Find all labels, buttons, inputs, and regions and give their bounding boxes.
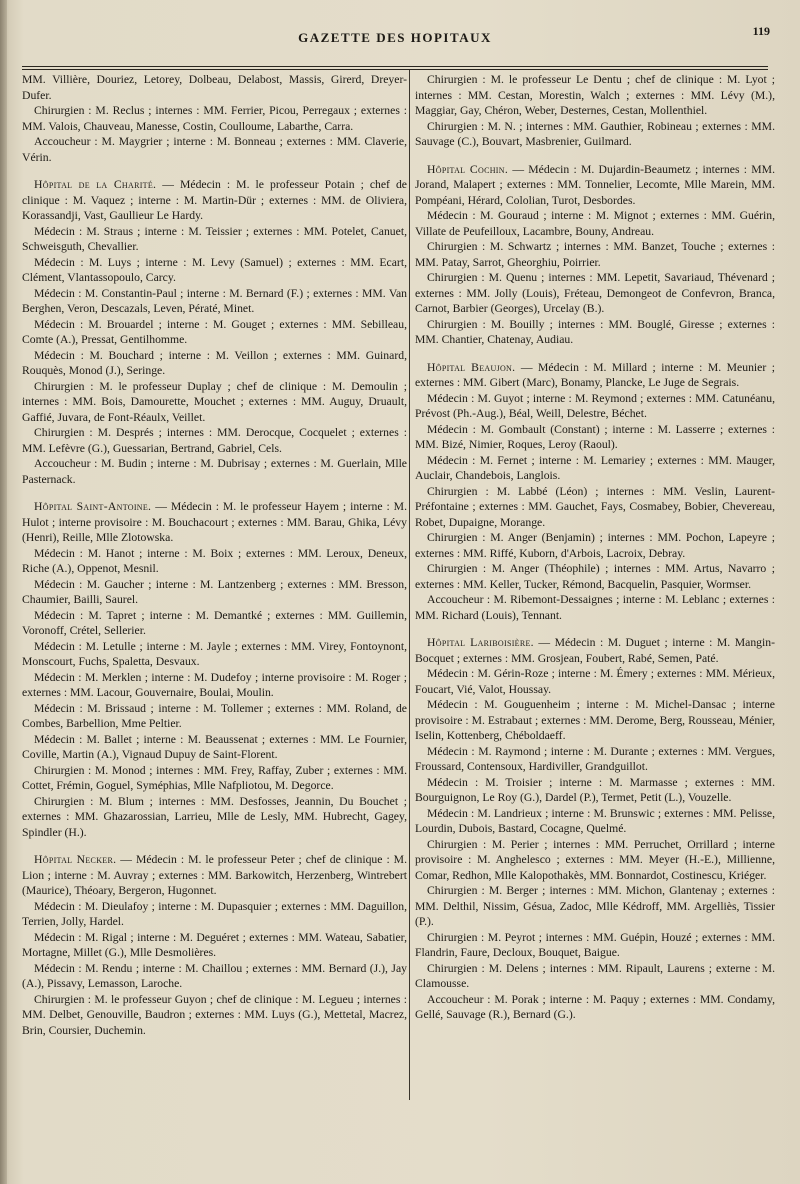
staff-entry: Médecin : M. Tapret ; interne : M. Demantké ; externes : MM. Guillemin, Voronoff, Crétel, Sellerier. [22, 608, 407, 637]
header-rule-bottom [22, 69, 768, 70]
staff-entry: Chirurgien : M. le professeur Guyon ; chef de clinique : M. Legueu ; internes : MM. Delbet, Genouville, Baudron ; externes : MM. Luys (G.), Mettetal, Macrez, Brin, Coursier, Duchemin. [22, 992, 407, 1037]
hospital-section [415, 635, 775, 666]
staff-entry: Médecin : M. Guyot ; interne : M. Reymond ; externes : MM. Catunéanu, Prévost (Ph.-Aug.), Béal, Weill, Delestre, Béchet. [415, 391, 775, 420]
staff-entry: Chirurgien : M. Perier ; internes : MM. Perruchet, Orrillard ; interne provisoire : M. Anghelesco ; externes : MM. Meyer (H.-E.), Millienne, Comar, Redhon, Mlle Kalopothakès, MM. Bonnardot, Costinescu, Kriéger. [415, 837, 775, 882]
staff-entry: Accoucheur : M. Budin ; interne : M. Dubrisay ; externes : M. Guerlain, Mlle Pasternack. [22, 457, 407, 486]
hospital-section [22, 499, 407, 546]
staff-entry: Chirurgien : M. Reclus ; internes : MM. Ferrier, Picou, Perregaux ; externes : MM. Valois, Chauveau, Manesse, Costin, Coulloume, Labarthe, Carra. [22, 104, 407, 133]
staff-entry: Chirurgien : M. Quenu ; internes : MM. Lepetit, Savariaud, Thévenard ; externes : MM. Jolly (Louis), Fréteau, Demongeot de Confevron, Branca, Carnot, Barbier (Georges), Urcelay (B.). [415, 271, 775, 315]
hospital-name: Hôpital Beaujon. [427, 360, 516, 374]
right-column [415, 72, 775, 1023]
staff-entry: Médecin : M. Straus ; interne : M. Teissier ; externes : MM. Potelet, Canuet, Schweisguth, Chevallier. [22, 224, 407, 253]
staff-entry: Chirurgien : M. N. ; internes : MM. Gauthier, Robineau ; externes : MM. Sauvage (C.), Bouvart, Masbrenier, Guilmard. [415, 119, 775, 148]
hospital-name: Hôpital de la Charité. [34, 178, 157, 191]
staff-entry: Médecin : M. Gombault (Constant) ; interne : M. Lasserre ; externes : MM. Bizé, Nimier, Roques, Leroy (Raoul). [415, 422, 775, 451]
staff-entry: Chirurgien : M. Anger (Théophile) ; internes : MM. Artus, Navarro ; externes : MM. Keller, Tucker, Rémond, Bacquelin, Pasquier, Wormser. [415, 562, 775, 591]
hospital-section [415, 162, 775, 209]
staff-entry: Accoucheur : M. Ribemont-Dessaignes ; interne : M. Leblanc ; externes : MM. Richard (Louis), Tennant. [415, 593, 775, 622]
staff-entry: Chirurgien : M. Després ; internes : MM. Derocque, Cocquelet ; externes : MM. Lefèvre (G.), Guessarian, Bertrand, Gabriel, Cels. [22, 426, 407, 455]
hospital-name: Hôpital Necker. [34, 853, 117, 866]
staff-entry: Chirurgien : M. Anger (Benjamin) ; internes : MM. Pochon, Lapeyre ; externes : MM. Riffé, Kuborn, d'Arbois, Lacroix, Debray. [415, 531, 775, 560]
hospital-name: Hôpital Lariboisière. [427, 636, 534, 649]
staff-entry: Médecin : M. Brissaud ; interne : M. Tollemer ; externes : MM. Roland, de Combes, Barbellion, Mme Peltier. [22, 701, 407, 730]
staff-entry: Médecin : M. Luys ; interne : M. Levy (Samuel) ; externes : MM. Ecart, Clément, Vlantassopoulo, Carcy. [22, 255, 407, 284]
staff-entry: MM. Villière, Douriez, Letorey, Dolbeau, Delabost, Massis, Girerd, Dreyer-Dufer. [22, 73, 407, 102]
staff-entry: Médecin : M. Bouchard ; interne : M. Veillon ; externes : MM. Guinard, Rouquès, Monod (J.), Seringe. [22, 348, 407, 377]
column-divider [409, 70, 410, 1100]
staff-entry: Médecin : M. Rigal ; interne : M. Deguéret ; externes : MM. Wateau, Sabatier, Mortagne, Millet (G.), Mlle Desmolières. [22, 930, 407, 959]
staff-entry: Accoucheur : M. Porak ; interne : M. Paquy ; externes : MM. Condamy, Gellé, Sauvage (R.), Bernard (G.). [415, 992, 775, 1021]
staff-entry: Chirurgien : M. Berger ; internes : MM. Michon, Glantenay ; externes : MM. Delthil, Nissim, Gésua, Zadoc, Mlle Kédroff, MM. Argelliès, Tissier (P.). [415, 884, 775, 928]
binding-edge [0, 0, 7, 1184]
staff-entry: Accoucheur : M. Maygrier ; interne : M. Bonneau ; externes : MM. Claverie, Vérin. [22, 135, 407, 164]
hospital-section [22, 177, 407, 224]
staff-entry: Médecin : M. Hanot ; interne : M. Boix ; externes : MM. Leroux, Deneux, Riche (A.), Oppenot, Mesnil. [22, 546, 407, 575]
header-rule-top [22, 66, 768, 67]
hospital-section [22, 852, 407, 899]
staff-entry: Médecin : M. Landrieux ; interne : M. Brunswic ; externes : MM. Pelisse, Lourdin, Dubois, Bastard, Cocagne, Quelmé. [415, 806, 775, 835]
staff-entry: Chirurgien : M. Peyrot ; internes : MM. Guépin, Houzé ; externes : MM. Flandrin, Faure, Decloux, Bouquet, Baigue. [415, 930, 775, 959]
staff-entry: Chirurgien : M. le professeur Duplay ; chef de clinique : M. Demoulin ; internes : MM. Bois, Damourette, Mouchet ; externes : MM. Auguy, Druault, Gaffié, Juvara, de Font-Réaulx, Veillet. [22, 379, 407, 424]
staff-entry: Chirurgien : M. Monod ; internes : MM. Frey, Raffay, Zuber ; externes : MM. Cottet, Frémin, Goguel, Syméphias, Mlle Nafpliotou, M. Degorce. [22, 763, 407, 792]
staff-entry: Médecin : M. Fernet ; interne : M. Lemariey ; externes : MM. Mauger, Auclair, Chandebois, Langlois. [415, 453, 775, 482]
section-text: — Médecin : M. Millard ; interne : M. Meunier ; externes : MM. Gibert (Marc), Bonamy, Plancke, Le Juge de Segrais. [415, 360, 775, 389]
section-text: — Médecin : M. le professeur Peter ; chef de clinique : M. Lion ; interne : M. Auvray ; externes : MM. Barkowitch, Herzenberg, Wintrebert (Maurice), Théoary, Bergeron, Hugonnet. [22, 853, 407, 897]
staff-entry: Chirurgien : M. Delens ; internes : MM. Ripault, Laurens ; externe : M. Clamousse. [415, 961, 775, 990]
staff-entry: Médecin : M. Rendu ; interne : M. Chaillou ; externes : MM. Bernard (J.), Jay (A.), Pissavy, Lemasson, Laroche. [22, 961, 407, 990]
staff-entry: Chirurgien : M. Blum ; internes : MM. Desfosses, Jeannin, Du Bouchet ; externes : MM. Ghazarossian, Larrieu, Mlle de Lesly, MM. Hubrecht, Gagey, Spindler (H.). [22, 794, 407, 839]
staff-entry: Médecin : M. Merklen ; interne : M. Dudefoy ; interne provisoire : M. Roger ; externes : MM. Lacour, Gouvernaire, Boulai, Moulin. [22, 670, 407, 699]
staff-entry: Médecin : M. Troisier ; interne : M. Marmasse ; externes : MM. Bourguignon, Le Roy (G.), Dardel (P.), Termet, Petit (L.), Vouzelle. [415, 775, 775, 804]
staff-entry: Médecin : M. Dieulafoy ; interne : M. Dupasquier ; externes : MM. Daguillon, Terrien, Jolly, Hardel. [22, 899, 407, 928]
left-column [22, 72, 407, 1038]
hospital-section [415, 360, 775, 391]
staff-entry: Médecin : M. Raymond ; interne : M. Durante ; externes : MM. Vergues, Froussard, Contensoux, Hardiviller, Grandguillot. [415, 744, 775, 773]
journal-title: GAZETTE DES HOPITAUX [298, 30, 492, 45]
staff-entry: Médecin : M. Ballet ; interne : M. Beaussenat ; externes : MM. Le Fournier, Coville, Martin (A.), Vignaud Dupuy de Saint-Florent. [22, 732, 407, 761]
staff-entry: Chirurgien : M. le professeur Le Dentu ; chef de clinique : M. Lyot ; internes : MM. Cestan, Morestin, Walch ; externes : MM. Lévy (M.), Maggiar, Gay, Chéron, Weber, Desternes, Cestan, Mollenthiel. [415, 73, 775, 117]
staff-entry: Chirurgien : M. Schwartz ; internes : MM. Banzet, Touche ; externes : MM. Patay, Sarrot, Gheorghiu, Poirrier. [415, 240, 775, 269]
staff-entry: Médecin : M. Gouguenheim ; interne : M. Michel-Dansac ; interne provisoire : M. Estrabaut ; externes : MM. Derome, Berg, Rousseau, Ménier, Iselin, Kottenberg, Chéboldaeff. [415, 698, 775, 742]
section-text: — Médecin : M. Duguet ; interne : M. Mangin-Bocquet ; externes : MM. Grosjean, Foubert, Rabé, Semen, Paté. [415, 636, 775, 665]
staff-entry: Chirurgien : M. Bouilly ; internes : MM. Bouglé, Giresse ; externes : MM. Chantier, Chatenay, Audiau. [415, 317, 775, 346]
section-text: — Médecin : M. Dujardin-Beaumetz ; internes : MM. Jorand, Malapert ; externes : MM. Tonnelier, Lecomte, Mlle Marein, MM. Pompéani, Hérard, Cololian, Turot, Desbordes. [415, 162, 775, 207]
staff-entry: Médecin : M. Constantin-Paul ; interne : M. Bernard (F.) ; externes : MM. Van Berghen, Veron, Descazals, Leven, Pératé, Minet. [22, 286, 407, 315]
staff-entry: Médecin : M. Gouraud ; interne : M. Mignot ; externes : MM. Guérin, Villate de Peufeilloux, Lacambre, Bouny, Andreau. [415, 209, 775, 238]
page-number: 119 [752, 24, 770, 38]
staff-entry: Médecin : M. Gaucher ; interne : M. Lantzenberg ; externes : MM. Bresson, Chaumier, Bailli, Saurel. [22, 577, 407, 606]
section-text: — Médecin : M. le professeur Potain ; chef de clinique : M. Vaquez ; interne : M. Martin-Dür ; externes : MM. de Oliviera, Korassandji, Vast, Gaullieur Le Hardy. [22, 178, 407, 222]
section-text: — Médecin : M. le professeur Hayem ; interne : M. Hulot ; interne provisoire : M. Bouchacourt ; externes : MM. Barau, Ghika, Lévy (Henri), Reille, Mlle Zlotowska. [22, 500, 407, 544]
staff-entry: Médecin : M. Gérin-Roze ; interne : M. Émery ; externes : MM. Mérieux, Foucart, Vié, Valot, Houssay. [415, 667, 775, 696]
staff-entry: Médecin : M. Letulle ; interne : M. Jayle ; externes : MM. Virey, Fontoynont, Monscourt, Fuchs, Spaletta, Desvaux. [22, 639, 407, 668]
hospital-name: Hôpital Saint-Antoine. [34, 500, 152, 513]
staff-entry: Chirurgien : M. Labbé (Léon) ; internes : MM. Veslin, Laurent-Préfontaine ; externes : MM. Gauchet, Fays, Cosmabey, Bobier, Chevereau, Robet, Dupaigne, Morange. [415, 484, 775, 529]
staff-entry: Médecin : M. Brouardel ; interne : M. Gouget ; externes : MM. Sebilleau, Comte (A.), Pressat, Gentilhomme. [22, 317, 407, 346]
hospital-name: Hôpital Cochin. [427, 162, 509, 176]
page-header [20, 22, 770, 50]
